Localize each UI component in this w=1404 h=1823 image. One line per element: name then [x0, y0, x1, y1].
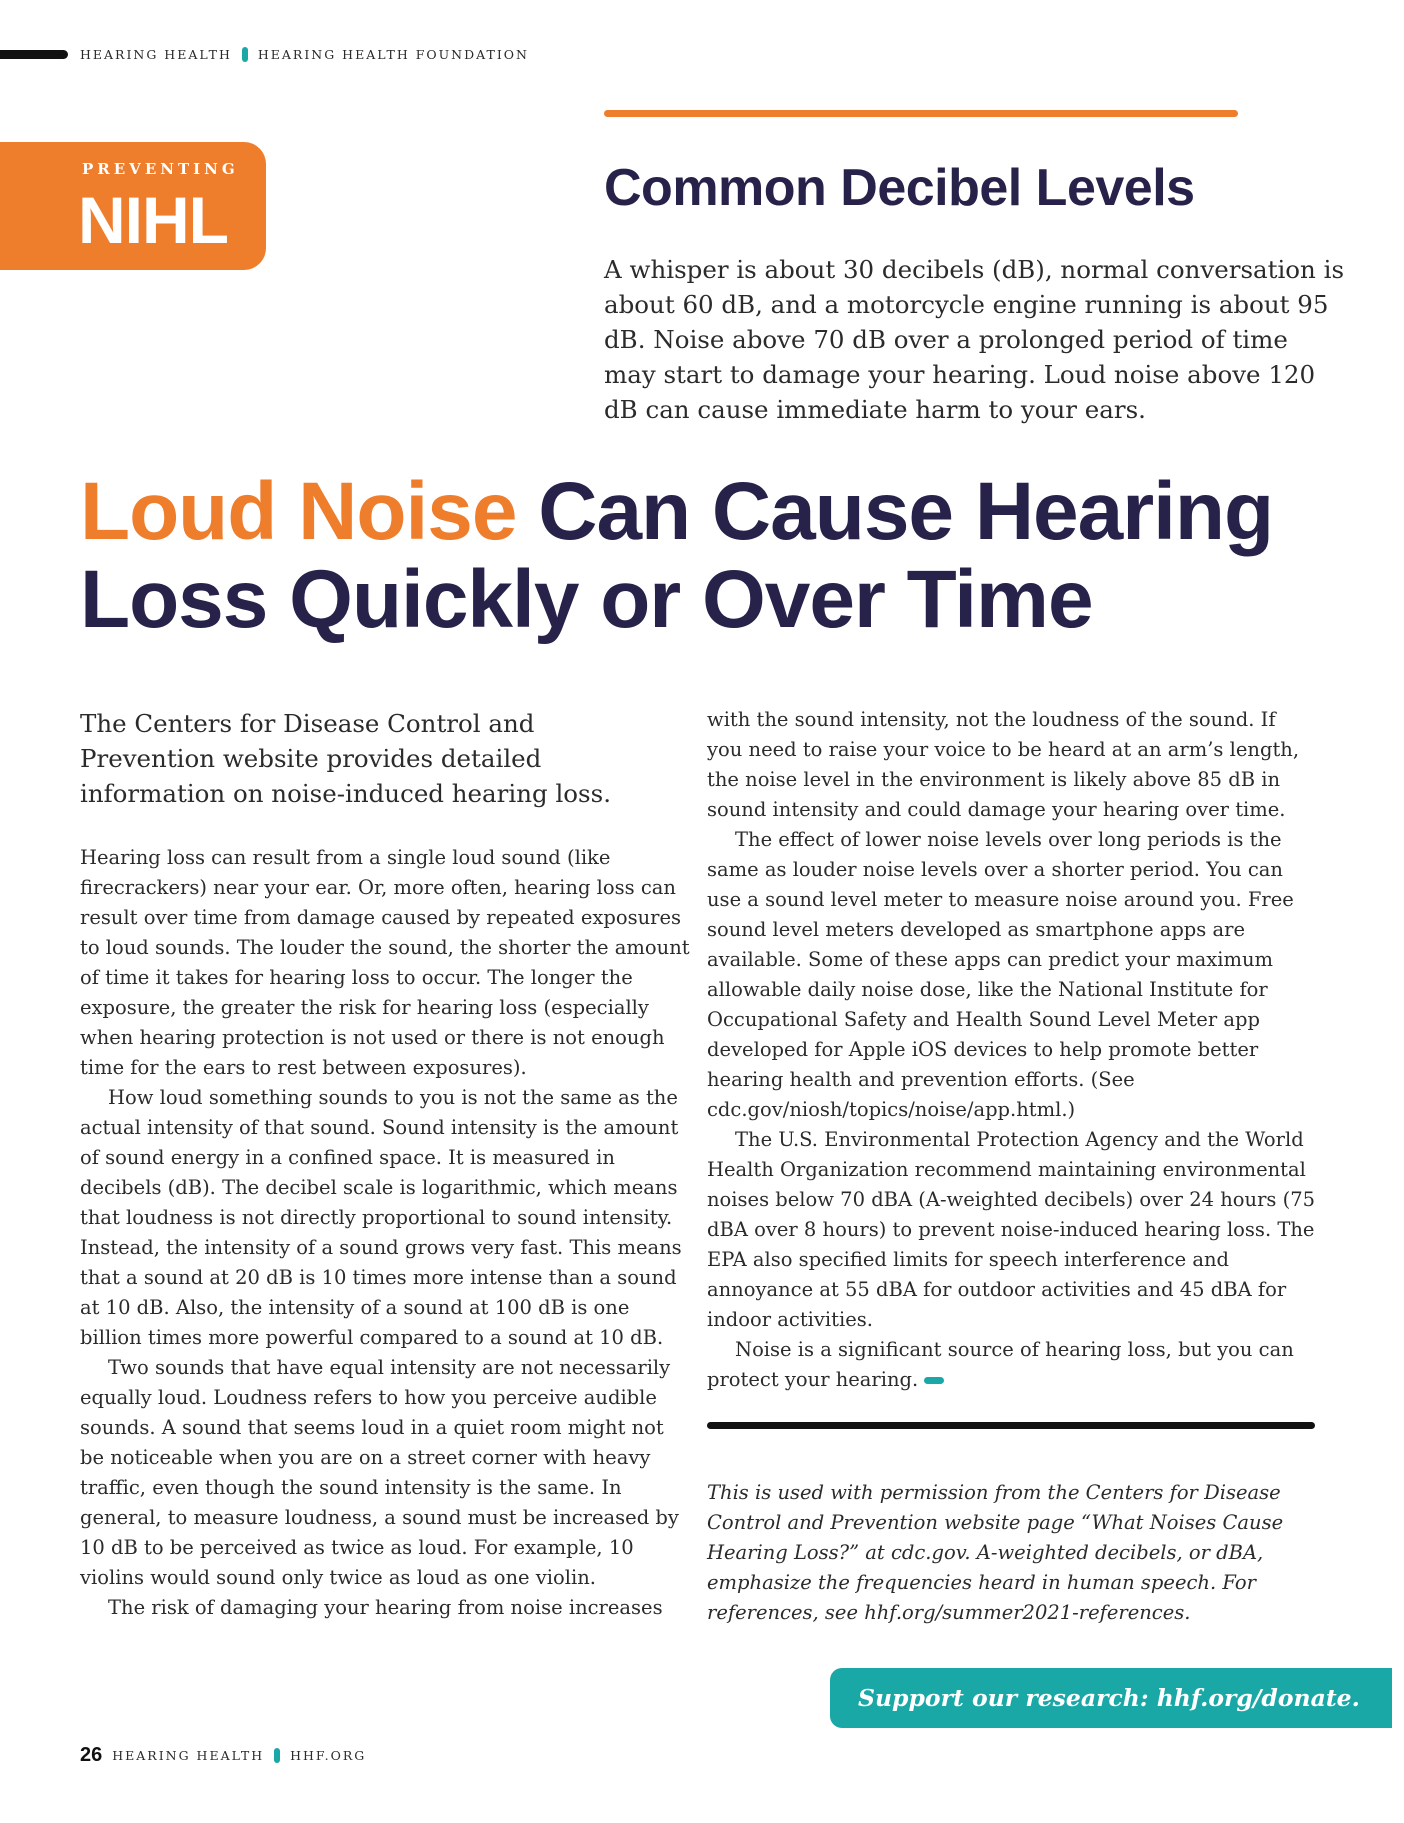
- running-header: [80, 47, 529, 62]
- headline-rest: Can Cause Hearing Loss Quickly or Over Time: [80, 466, 1274, 645]
- permission-rule: [707, 1422, 1315, 1429]
- footer-site: HHF.ORG: [290, 1748, 367, 1763]
- paragraph: The risk of damaging your hearing from noise increases: [108, 1596, 663, 1619]
- paragraph: with the sound intensity, not the loudness of the sound. If you need to raise your voice to be heard at an arm’s length, the noise level in the environment is likely above 85 dB in sound intensity and could damage your hearing over time.: [707, 708, 1300, 821]
- article-headline: [80, 468, 1340, 644]
- paragraph: The U.S. Environmental Protection Agency and the World Health Organization recommend maintaining environmental noises below 70 dBA (A-weighted decibels) over 24 hours (75 dBA over 8 hours) to prevent noise-induced hearing loss. The EPA also specified limits for speech interference and annoyance at 55 dBA for outdoor activities and 45 dBA for indoor activities.: [707, 1128, 1316, 1331]
- section-title: NIHL: [78, 183, 228, 257]
- paragraph: Hearing loss can result from a single loud sound (like firecrackers) near your ear. Or, more often, hearing loss can result over time from damage caused by repeated exposures to loud sounds. The louder the sound, the shorter the amount of time it takes for hearing loss to occur. The longer the exposure, the greater the risk for hearing loss (especially when hearing protection is not used or there is not enough time for the ears to rest between exposures).: [80, 846, 690, 1079]
- left-column: [80, 843, 690, 1623]
- decibel-box-rule: [604, 110, 1238, 117]
- section-kicker: PREVENTING: [82, 160, 239, 178]
- paragraph-final: [707, 1335, 1317, 1395]
- page-number: 26: [80, 1744, 103, 1766]
- headline-accent: Loud Noise: [80, 466, 517, 557]
- header-organization: HEARING HEALTH FOUNDATION: [257, 47, 529, 62]
- header-rule: [0, 50, 68, 59]
- footer-publication: HEARING HEALTH: [112, 1748, 265, 1763]
- permission-note: This is used with permission from the Centers for Disease Control and Prevention website page “What Noises Cause Hearing Loss?” at cdc.gov. A-weighted decibels, or dBA, emphasize the frequencies heard in human speech. For references, see hhf.org/summer2021-references.: [707, 1481, 1284, 1624]
- page-footer: [80, 1744, 366, 1767]
- section-tab: [0, 142, 266, 270]
- article-intro: The Centers for Disease Control and Prevention website provides detailed information on noise-induced hearing loss.: [80, 709, 611, 808]
- support-banner[interactable]: Support our research: hhf.org/donate.: [830, 1668, 1392, 1728]
- footer-divider: [274, 1748, 280, 1763]
- decibel-box-heading: Common Decibel Levels: [604, 159, 1195, 217]
- paragraph: The effect of lower noise levels over long periods is the same as louder noise levels over a shorter period. You can use a sound level meter to measure noise around you. Free sound level meters developed as smartphone apps are available. Some of these apps can predict your maximum allowable daily noise dose, like the National Institute for Occupational Safety and Health Sound Level Meter app developed for Apple iOS devices to help promote better hearing health and prevention efforts. (See cdc.gov/niosh/topics/noise/app.html.): [707, 828, 1294, 1121]
- final-sentence: Noise is a significant source of hearing loss, but you can protect your hearing.: [707, 1338, 1294, 1391]
- paragraph: How loud something sounds to you is not the same as the actual intensity of that sound. Sound intensity is the amount of sound energy in a confined space. It is measured in decibels (dB). The decibel scale is logarithmic, which means that loudness is not directly proportional to sound intensity. Instead, the intensity of a sound grows very fast. This means that a sound at 20 dB is 10 times more intense than a sound at 10 dB. Also, the intensity of a sound at 100 dB is one billion times more powerful compared to a sound at 10 dB.: [80, 1086, 682, 1349]
- paragraph: Two sounds that have equal intensity are not necessarily equally loud. Loudness refers to how you perceive audible sounds. A sound that seems loud in a quiet room might not be noticeable when you are on a street corner with heavy traffic, even though the sound intensity is the same. In general, to measure loudness, a sound must be increased by 10 dB to be perceived as twice as loud. For example, 10 violins would sound only twice as loud as one violin.: [80, 1356, 679, 1589]
- end-mark-icon: [924, 1377, 944, 1384]
- decibel-box-body: A whisper is about 30 decibels (dB), normal conversation is about 60 dB, and a motorcycle engine running is about 95 dB. Noise above 70 dB over a prolonged period of time may start to damage your hearing. Loud noise above 120 dB can cause immediate harm to your ears.: [604, 255, 1345, 424]
- right-column: [707, 705, 1317, 1395]
- header-divider: [242, 47, 248, 62]
- header-publication: HEARING HEALTH: [80, 47, 232, 62]
